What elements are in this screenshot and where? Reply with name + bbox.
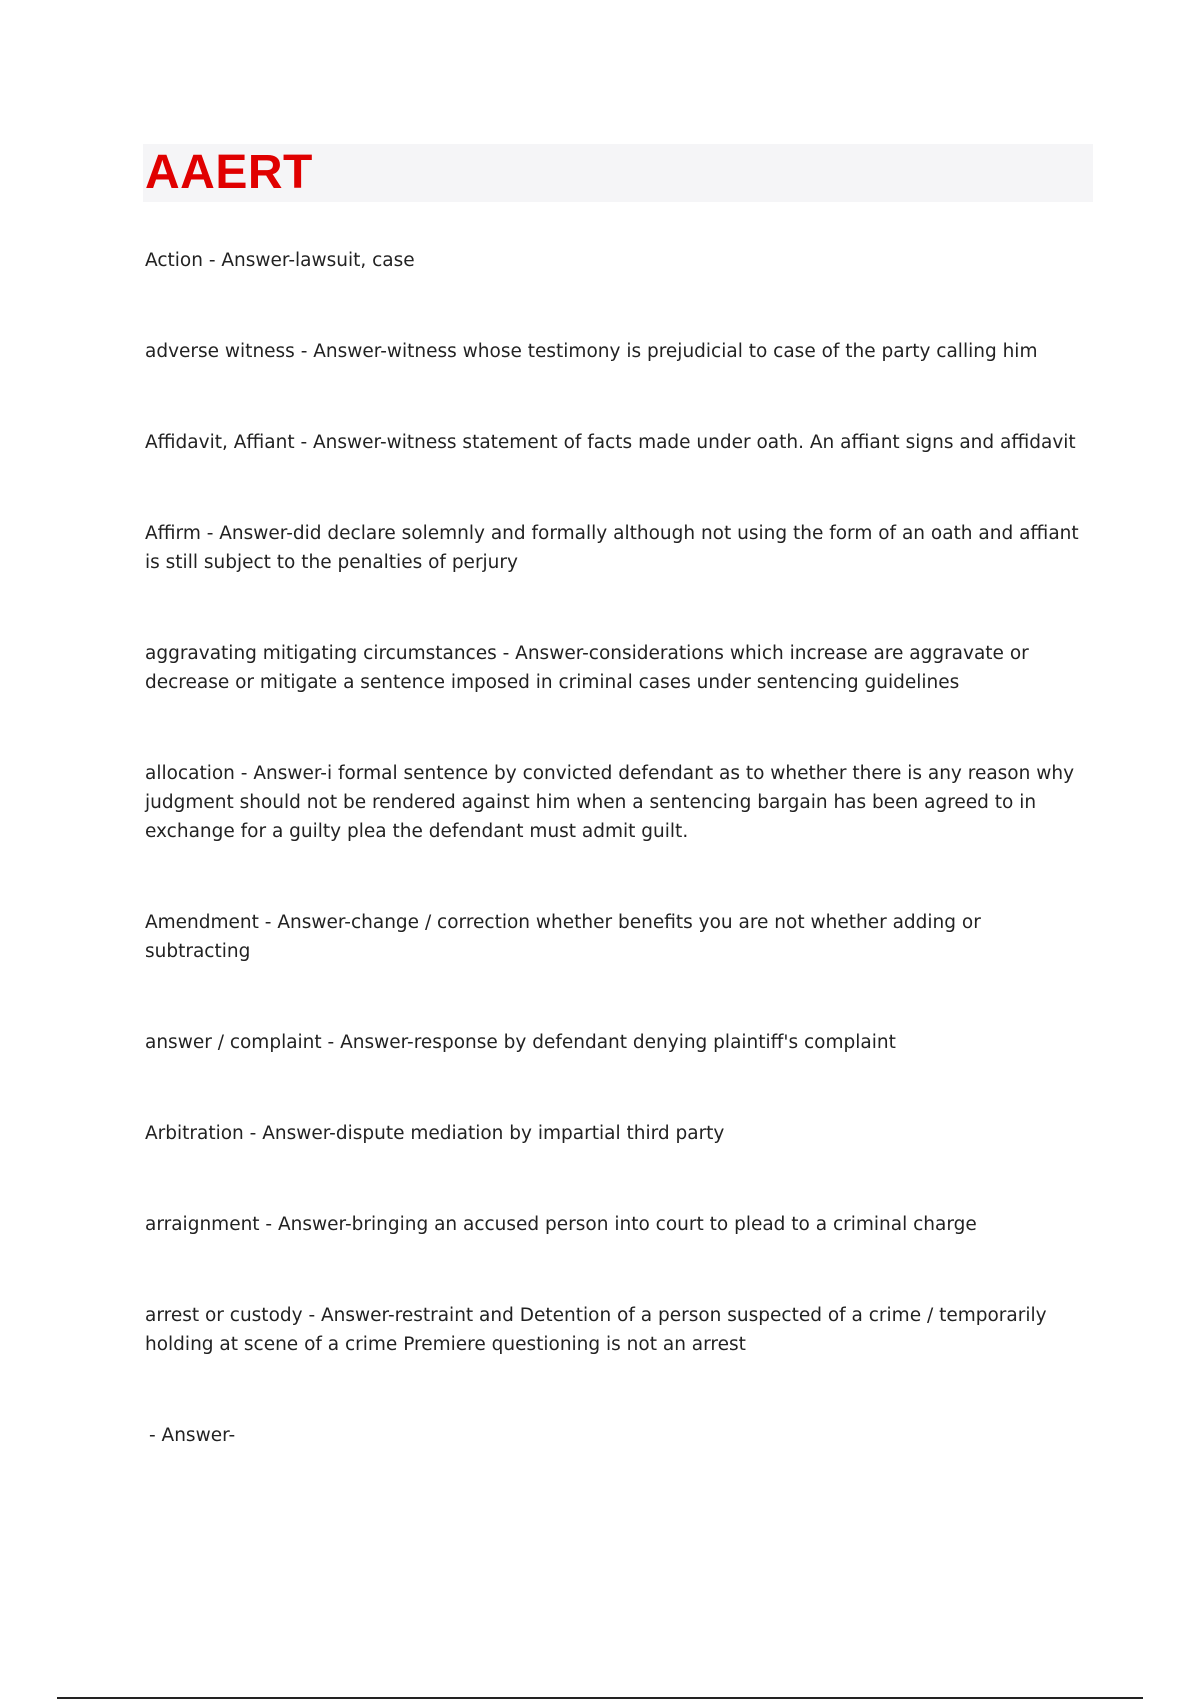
document-title: AAERT <box>145 146 313 199</box>
glossary-entry: Affirm - Answer-did declare solemnly and formally although not using the form of an oath and affiant is still subject to the penalties of perjury <box>145 523 1079 573</box>
glossary-entry: aggravating mitigating circumstances - Answer-considerations which increase are aggravate or decrease or mitigate a sentence imposed in criminal cases under sentencing guidelines <box>145 643 1029 693</box>
glossary-entry: arraignment - Answer-bringing an accused person into court to plead to a criminal charge <box>145 1214 977 1235</box>
glossary-list <box>145 246 1085 1512</box>
glossary-entry: Affidavit, Affiant - Answer-witness statement of facts made under oath. An affiant signs and affidavit <box>145 432 1076 453</box>
glossary-entry: Amendment - Answer-change / correction whether benefits you are not whether adding or subtracting <box>145 912 981 962</box>
title-band <box>143 144 1093 202</box>
glossary-entry: Arbitration - Answer-dispute mediation by impartial third party <box>145 1123 725 1144</box>
glossary-entry: answer / complaint - Answer-response by defendant denying plaintiff's complaint <box>145 1032 896 1053</box>
glossary-entry: arrest or custody - Answer-restraint and Detention of a person suspected of a crime / temporarily holding at scene of a crime Premiere questioning is not an arrest <box>145 1305 1047 1355</box>
glossary-entry: adverse witness - Answer-witness whose testimony is prejudicial to case of the party calling him <box>145 341 1038 362</box>
glossary-entry: allocation - Answer-i formal sentence by convicted defendant as to whether there is any reason why judgment should not be rendered against him when a sentencing bargain has been agreed to in exchange for a guilty plea the defendant must admit guilt. <box>145 763 1075 842</box>
glossary-entry-empty: - Answer- <box>149 1425 236 1446</box>
footer-divider <box>57 1697 1143 1699</box>
glossary-entry: Action - Answer-lawsuit, case <box>145 250 415 271</box>
